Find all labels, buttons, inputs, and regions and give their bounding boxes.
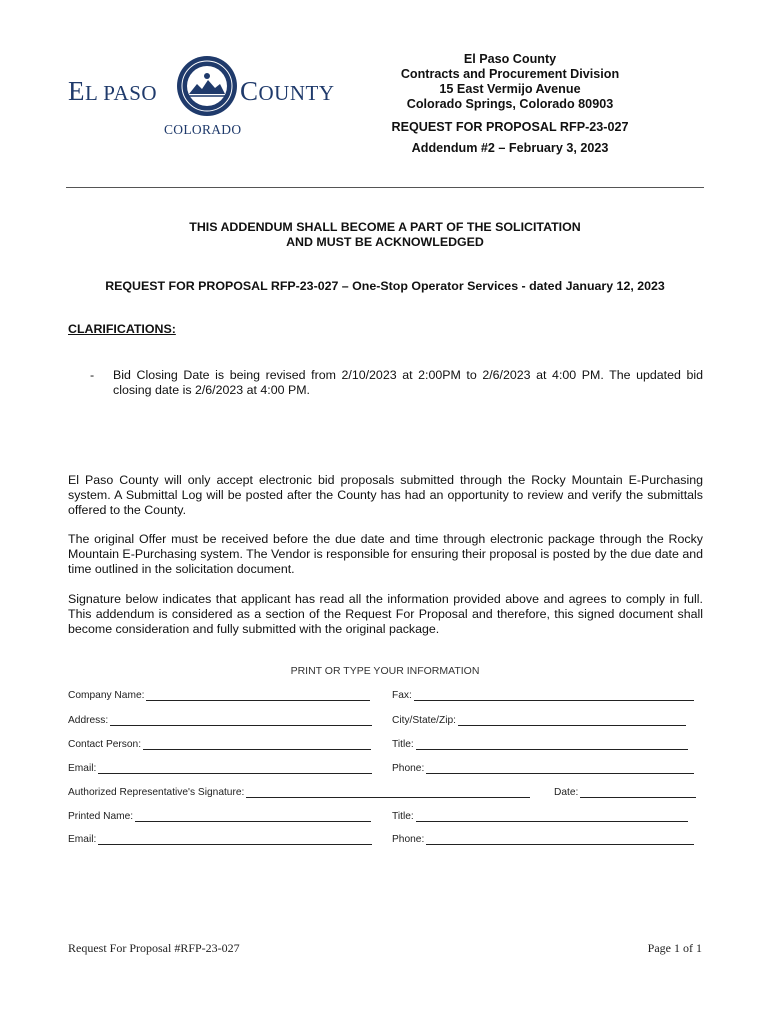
field-label: City/State/Zip: [392, 715, 456, 726]
bullet-dash: - [90, 368, 95, 382]
field-label: Phone: [392, 834, 425, 845]
county-logo [68, 52, 343, 144]
notice [66, 220, 704, 250]
header-rfp: REQUEST FOR PROPOSAL RFP-23-027 [391, 120, 629, 134]
paragraph-electronic-bids: El Paso County will only accept electronic bid proposals submitted through the Rocky Mountain E-Purchasing system. A Submittal Log will be posted after the County has had an opportunity to review and verify the submittals offered to the County. [68, 473, 703, 517]
field-label: Printed Name: [68, 811, 134, 822]
fill-line[interactable] [135, 811, 371, 822]
header-divider [66, 187, 704, 188]
field-label: Title: [392, 811, 414, 822]
logo-state: COLORADO [164, 122, 242, 137]
field-label: Authorized Representative's Signature: [68, 787, 245, 798]
field-label: Email: [68, 763, 97, 774]
field-label: Date: [554, 787, 579, 798]
field-label: Phone: [392, 763, 425, 774]
clarifications-heading: CLARIFICATIONS: [68, 322, 176, 336]
company-name-field[interactable] [68, 690, 370, 701]
city-state-zip-field[interactable] [392, 715, 686, 726]
phone-field[interactable] [392, 763, 694, 774]
notice-line: THIS ADDENDUM SHALL BECOME A PART OF THE SOLICITATION [189, 220, 581, 234]
field-label: Fax: [392, 690, 412, 701]
header-line: Contracts and Procurement Division [400, 67, 620, 81]
contact-person-field[interactable] [68, 739, 371, 750]
fill-line[interactable] [98, 763, 372, 774]
paragraph-original-offer: The original Offer must be received before the due date and time through electronic package through the Rocky Mountain E-Purchasing system. The Vendor is responsible for ensuring their proposal is posted by the due date and time outlined in the solicitation document. [68, 532, 703, 576]
email-field-2[interactable] [68, 834, 372, 845]
notice-line: AND MUST BE ACKNOWLEDGED [286, 235, 484, 249]
form-heading: PRINT OR TYPE YOUR INFORMATION [290, 665, 480, 677]
authorized-signature-field[interactable] [68, 787, 530, 798]
fill-line[interactable] [414, 690, 694, 701]
date-field[interactable] [554, 787, 696, 798]
footer-rfp: Request For Proposal #RFP-23-027 [68, 941, 240, 955]
fax-field[interactable] [392, 690, 694, 701]
title-field-2[interactable] [392, 811, 688, 822]
paragraph-signature: Signature below indicates that applicant has read all the information provided above and agrees to comply in full. This addendum is considered as a section of the Request For Proposal and therefore, this signed document shall become consideration and fully submitted with the original package. [68, 592, 703, 636]
header-address [390, 52, 630, 112]
field-label: Company Name: [68, 690, 145, 701]
fill-line[interactable] [143, 739, 371, 750]
header-line: 15 East Vermijo Avenue [439, 82, 581, 96]
fill-line[interactable] [146, 690, 370, 701]
header-line: Colorado Springs, Colorado 80903 [406, 97, 614, 111]
logo-word-county: COUNTY [240, 76, 335, 106]
address-field[interactable] [68, 715, 372, 726]
clarification-item: Bid Closing Date is being revised from 2/10/2023 at 2:00PM to 2/6/2023 at 4:00 PM. The updated bid closing date is 2/6/2023 at 4:00 PM. [113, 368, 703, 397]
field-label: Email: [68, 834, 97, 845]
fill-line[interactable] [416, 811, 688, 822]
fill-line[interactable] [246, 787, 530, 798]
fill-line[interactable] [426, 834, 694, 845]
title-field[interactable] [392, 739, 688, 750]
fill-line[interactable] [426, 763, 694, 774]
footer-page-number: Page 1 of 1 [647, 941, 702, 955]
header-line: El Paso County [463, 52, 557, 66]
field-label: Contact Person: [68, 739, 142, 750]
fill-line[interactable] [580, 787, 696, 798]
fill-line[interactable] [110, 715, 372, 726]
fill-line[interactable] [98, 834, 372, 845]
phone-field-2[interactable] [392, 834, 694, 845]
header-addendum: Addendum #2 – February 3, 2023 [411, 141, 609, 155]
logo-word-el-paso: EL PASO [68, 76, 158, 106]
field-label: Address: [68, 715, 109, 726]
email-field[interactable] [68, 763, 372, 774]
county-seal-icon [175, 54, 239, 118]
field-label: Title: [392, 739, 414, 750]
printed-name-field[interactable] [68, 811, 371, 822]
rfp-title: REQUEST FOR PROPOSAL RFP-23-027 – One-Stop Operator Services - dated January 12, 2023 [105, 279, 665, 293]
fill-line[interactable] [458, 715, 686, 726]
fill-line[interactable] [416, 739, 688, 750]
